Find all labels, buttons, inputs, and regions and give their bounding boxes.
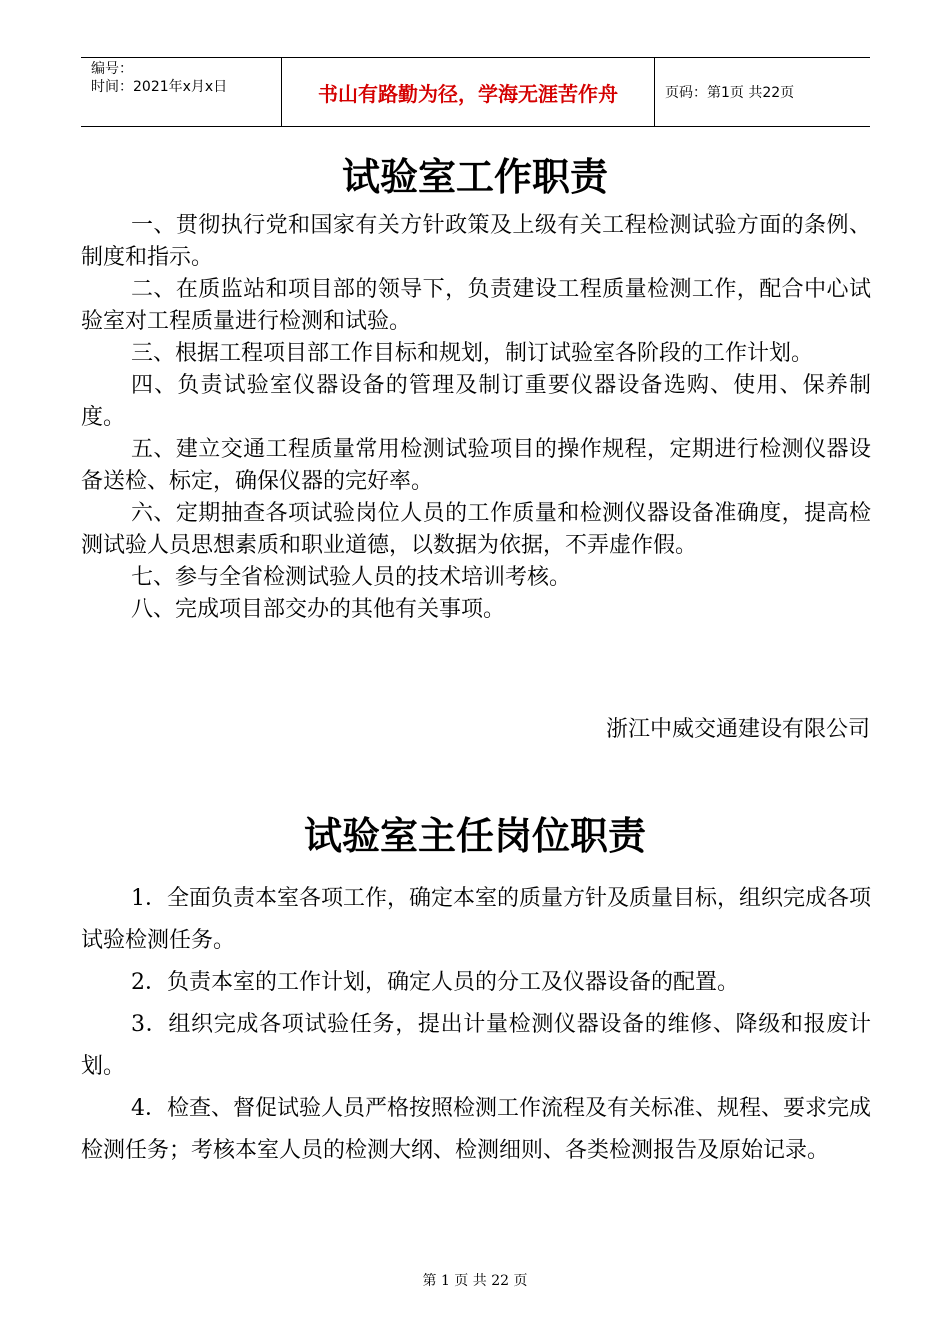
section2-paragraph: 4．检查、督促试验人员严格按照检测工作流程及有关标准、规程、要求完成检测任务；考核本室人员的检测大纲、检测细则、各类检测报告及原始记录。 — [81, 1096, 871, 1163]
header-page-info: 页码：第1页 共22页 — [665, 85, 795, 101]
section1-body — [81, 210, 871, 626]
header-meta — [81, 58, 281, 126]
document-header — [81, 57, 870, 127]
section1-paragraph: 八、完成项目部交办的其他有关事项。 — [131, 597, 506, 622]
section1-paragraph: 七、参与全省检测试验人员的技术培训考核。 — [131, 565, 572, 590]
section1-paragraph: 四、负责试验室仪器设备的管理及制订重要仪器设备选购、使用、保养制度。 — [81, 373, 871, 430]
section1-title: 试验室工作职责 — [341, 154, 608, 199]
section2-paragraph: 3．组织完成各项试验任务，提出计量检测仪器设备的维修、降级和报废计划。 — [81, 1012, 871, 1079]
header-motto: 书山有路勤为径，学海无涯苦作舟 — [281, 58, 655, 126]
section2-paragraph: 2．负责本室的工作计划，确定人员的分工及仪器设备的配置。 — [131, 970, 739, 995]
section1-paragraph: 三、根据工程项目部工作目标和规划，制订试验室各阶段的工作计划。 — [131, 341, 814, 366]
section2-body — [81, 878, 871, 1172]
section1-paragraph: 二、在质监站和项目部的领导下，负责建设工程质量检测工作，配合中心试验室对工程质量进行检测和试验。 — [81, 277, 871, 334]
number-label: 编号： — [91, 61, 133, 77]
time-label: 时间：2021年x月x日 — [91, 79, 228, 95]
section2-paragraph: 1．全面负责本室各项工作，确定本室的质量方针及质量目标，组织完成各项试验检测任务。 — [81, 886, 871, 953]
section1-paragraph: 五、建立交通工程质量常用检测试验项目的操作规程，定期进行检测仪器设备送检、标定，确保仪器的完好率。 — [81, 437, 871, 494]
section2-title: 试验室主任岗位职责 — [303, 813, 646, 858]
company-name: 浙江中威交通建设有限公司 — [605, 717, 870, 742]
section1-paragraph: 六、定期抽查各项试验岗位人员的工作质量和检测仪器设备准确度，提高检测试验人员思想素质和职业道德，以数据为依据，不弄虚作假。 — [81, 501, 871, 558]
section1-paragraph: 一、贯彻执行党和国家有关方针政策及上级有关工程检测试验方面的条例、制度和指示。 — [81, 213, 871, 270]
page-footer: 第 1 页 共 22 页 — [422, 1273, 528, 1289]
